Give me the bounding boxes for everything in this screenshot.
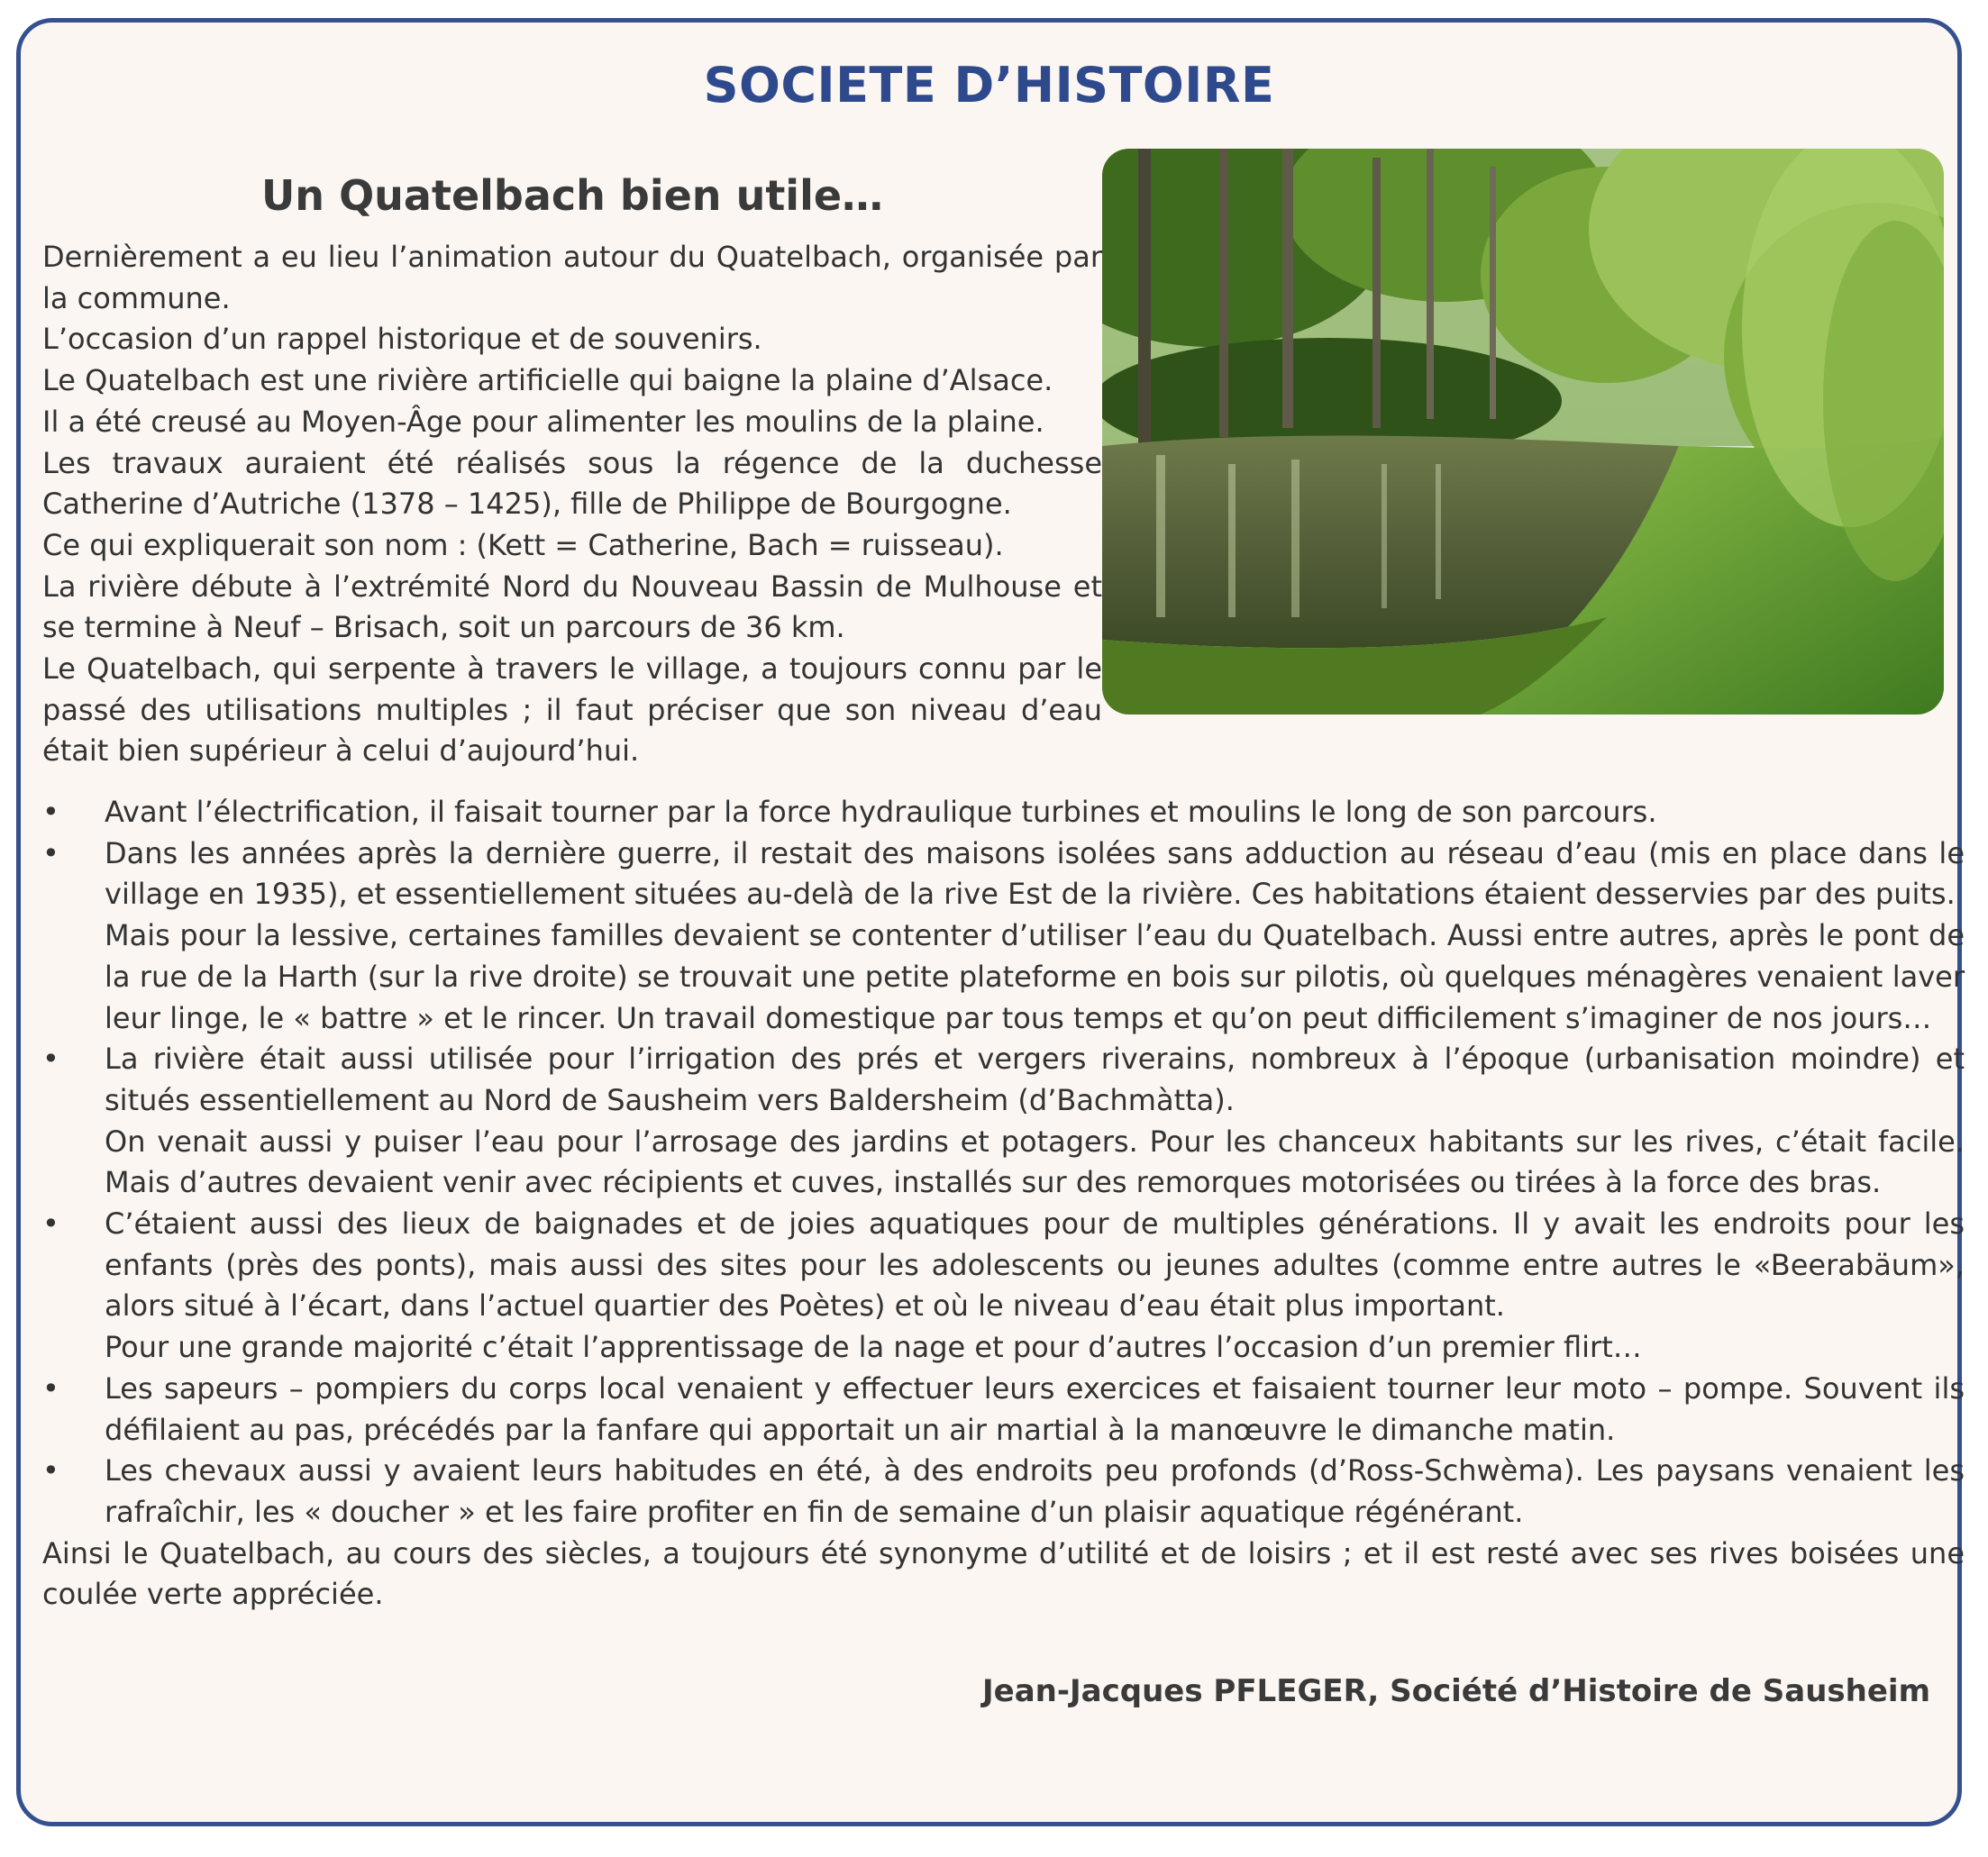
- list-item: [42, 792, 1965, 833]
- list-item: [42, 1369, 1965, 1451]
- bullet-text: C’étaient aussi des lieux de baignades et de joies aquatiques pour de multiples générations. Il y avait les endroits pour les enfants (près des ponts), mais aussi des sites pour les adolescents ou jeunes adultes (comme entre autres le «Beerabäum», alors situé à l’écart, dans l’actuel quartier des Poètes) et où le niveau d’eau était plus important.: [105, 1206, 1965, 1324]
- intro-paragraph: Dernièrement a eu lieu l’animation autour du Quatelbach, organisée par la commune.: [42, 240, 1102, 315]
- intro-paragraph: Il a été creusé au Moyen-Âge pour alimenter les moulins de la plaine.: [42, 404, 1044, 439]
- bullet-icon: •: [42, 1042, 59, 1077]
- intro-paragraph: Ce qui expliquerait son nom : (Kett = Catherine, Bach = ruisseau).: [42, 527, 1004, 562]
- bullet-extra-text: On venait aussi y puiser l’eau pour l’arrosage des jardins et potagers. Pour les chanceux habitants sur les rives, c’était facile. Mais d’autres devaient venir avec récipients et cuves, installés sur des remorques motorisées ou tirées à la force des bras.: [105, 1124, 1965, 1200]
- intro-paragraph: Le Quatelbach est une rivière artificielle qui baigne la plaine d’Alsace.: [42, 363, 1053, 398]
- article-signature: Jean-Jacques PFLEGER, Société d’Histoire de Sausheim: [982, 1673, 1930, 1709]
- article-subtitle: Un Quatelbach bien utile…: [260, 171, 884, 220]
- bullet-icon: •: [42, 1370, 59, 1406]
- river-with-trees-image: [1102, 149, 1944, 715]
- list-item: [42, 1039, 1965, 1204]
- article-body: [42, 792, 1965, 1616]
- bullet-text: Dans les années après la dernière guerre, il restait des maisons isolées sans adduction au réseau d’eau (mis en place dans le village en 1935), et essentiellement situées au-delà de la rive Est de la rivière. Ces habitations étaient desservies par des puits.: [105, 835, 1965, 912]
- article-frame: [16, 18, 1965, 1826]
- bullet-icon: •: [42, 1206, 59, 1242]
- bullet-extra-text: Pour une grande majorité c’était l’apprentissage de la nage et pour d’autres l’occasion d’un premier flirt…: [105, 1330, 1642, 1365]
- article-conclusion: Ainsi le Quatelbach, au cours des siècles, a toujours été synonyme d’utilité et de loisirs ; et il est resté avec ses rives boisées une coulée verte appréciée.: [42, 1535, 1965, 1612]
- bullet-icon: •: [42, 835, 59, 870]
- bullet-text: Avant l’électrification, il faisait tourner par la force hydraulique turbines et moulins le long de son parcours.: [105, 795, 1657, 829]
- river-photo: [1102, 149, 1944, 715]
- bullet-icon: •: [42, 1453, 59, 1488]
- intro-paragraph: La rivière débute à l’extrémité Nord du Nouveau Bassin de Mulhouse et se termine à Neuf – Brisach, soit un parcours de 36 km.: [42, 569, 1102, 645]
- list-item: [42, 1204, 1965, 1369]
- page-title: SOCIETE D’HISTOIRE: [703, 57, 1275, 114]
- bullet-list: [42, 792, 1965, 1534]
- article-intro: [42, 237, 1102, 772]
- list-item: [42, 1451, 1965, 1533]
- bullet-icon: •: [42, 795, 59, 829]
- bullet-text: Les chevaux aussi y avaient leurs habitudes en été, à des endroits peu profonds (d’Ross-Schwèma). Les paysans venaient les rafraîchir, les « doucher » et les faire profiter en fin de semaine d’un plaisir aquatique régénérant.: [105, 1453, 1965, 1529]
- bullet-text: La rivière était aussi utilisée pour l’irrigation des prés et vergers riverains, nombreux à l’époque (urbanisation moindre) et situés essentiellement au Nord de Sausheim vers Baldersheim (d’Bachmàtta).: [105, 1042, 1965, 1117]
- intro-paragraph: Les travaux auraient été réalisés sous la régence de la duchesse Catherine d’Autriche (1378 – 1425), fille de Philippe de Bourgogne.: [42, 445, 1102, 522]
- list-item: [42, 833, 1965, 1040]
- bullet-extra-text: Mais pour la lessive, certaines familles devaient se contenter d’utiliser l’eau du Quatelbach. Aussi entre autres, après le pont de la rue de la Harth (sur la rive droite) se trouvait une petite plateforme en bois sur pilotis, où quelques ménagères venaient laver leur linge, le « battre » et le rincer. Un travail domestique par tous temps et qu’on peut difficilement s’imaginer de nos jours…: [105, 918, 1965, 1035]
- bullet-text: Les sapeurs – pompiers du corps local venaient y effectuer leurs exercices et faisaient tourner leur moto – pompe. Souvent ils défilaient au pas, précédés par la fanfare qui apportait un air martial à la manœuvre le dimanche matin.: [105, 1370, 1965, 1447]
- intro-paragraph: Le Quatelbach, qui serpente à travers le village, a toujours connu par le passé des utilisations multiples ; il faut préciser que son niveau d’eau était bien supérieur à celui d’aujourd’hui.: [42, 651, 1102, 769]
- intro-paragraph: L’occasion d’un rappel historique et de souvenirs.: [42, 322, 762, 357]
